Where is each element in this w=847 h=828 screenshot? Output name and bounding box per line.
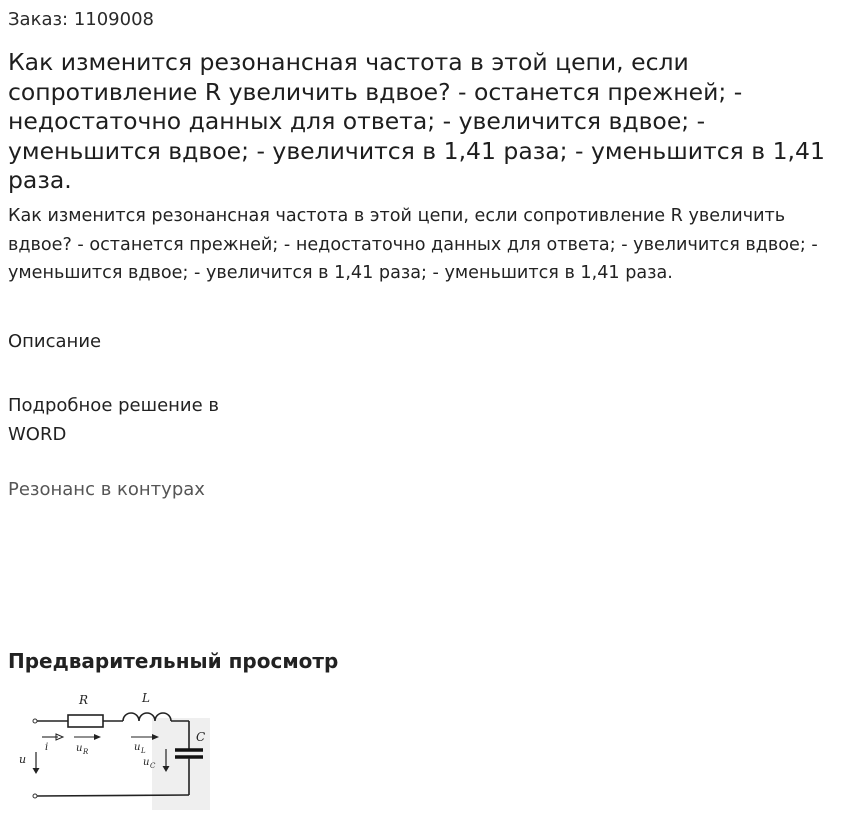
- terminal-bottom: [33, 794, 37, 798]
- label-c: C: [196, 730, 206, 744]
- page-title: Как изменится резонансная частота в этой цепи, если сопротивление R увеличить вдвое? - останется прежней; - недостаточно данных для ответа; - увеличится вдвое; - уменьшится вдвое; - увеличится в 1,41 раза; - уменьшится в 1,41 раза.: [8, 48, 825, 194]
- question-text: Как изменится резонансная частота в этой цепи, если сопротивление R увеличить вдвое? - останется прежней; - недостаточно данных для ответа; - увеличится вдвое; - уменьшится вдвое; - увеличится в 1,41 раза; - уменьшится в 1,41 раза.: [8, 206, 818, 283]
- label-i: i: [45, 742, 49, 753]
- label-uc: u: [143, 757, 150, 768]
- label-ur: u: [76, 743, 83, 754]
- label-l: L: [142, 691, 150, 705]
- label-ur-subscript: R: [83, 748, 89, 756]
- wire-bottom: [37, 795, 189, 796]
- label-r: R: [79, 693, 89, 707]
- resistor-symbol: [68, 715, 103, 727]
- order-number: Заказ: 1109008: [8, 9, 154, 30]
- circuit-preview-image: [8, 688, 212, 810]
- label-u: u: [19, 753, 27, 766]
- label-ul-subscript: L: [141, 747, 146, 755]
- category-link[interactable]: Резонанс в контурах: [8, 479, 205, 500]
- description-detail: Подробное решение в WORD: [8, 395, 220, 445]
- label-ul: u: [134, 742, 141, 753]
- voltage-u-arrowhead: [33, 768, 40, 774]
- description-heading: Описание: [8, 331, 102, 352]
- rlc-circuit-diagram: [8, 688, 212, 810]
- label-uc-subscript: C: [150, 762, 156, 770]
- terminal-top: [33, 719, 37, 723]
- preview-heading: Предварительный просмотр: [8, 649, 339, 673]
- voltage-ur-arrowhead: [94, 734, 101, 740]
